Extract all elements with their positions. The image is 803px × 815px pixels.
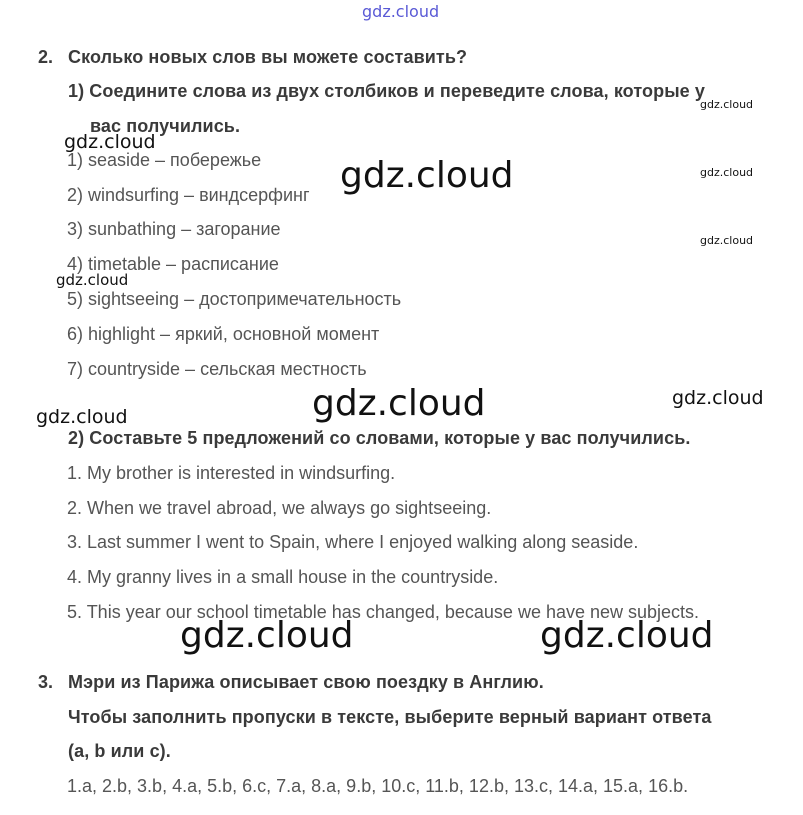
watermark: gdz.cloud xyxy=(700,234,754,247)
part2-item: 4. My granny lives in a small house in the countryside. xyxy=(67,567,499,587)
watermark: gdz.cloud xyxy=(540,615,714,656)
part2-item: 1. My brother is interested in windsurfing. xyxy=(67,463,396,483)
part1-heading-line2: вас получились. xyxy=(90,116,241,136)
watermark: gdz.cloud xyxy=(672,387,764,409)
watermark: gdz.cloud xyxy=(64,131,156,153)
exercise-2-title: Сколько новых слов вы можете составить? xyxy=(68,47,468,67)
watermark: gdz.cloud xyxy=(340,155,514,196)
part2-heading: 2) Составьте 5 предложений со словами, которые у вас получились. xyxy=(68,428,691,448)
part2-item: 2. When we travel abroad, we always go sightseeing. xyxy=(67,498,492,518)
exercise-3-answers: 1.a, 2.b, 3.b, 4.a, 5.b, 6.c, 7.a, 8.a, 9.b, 10.c, 11.b, 12.b, 13.c, 14.a, 15.a, 16.b. xyxy=(67,776,689,796)
part1-item: 1) seaside – побережье xyxy=(67,150,262,170)
exercise-2-number: 2. xyxy=(38,47,54,67)
part1-item: 2) windsurfing – виндсерфинг xyxy=(67,185,310,205)
exercise-3-instruction-line2: (a, b или с). xyxy=(68,741,171,761)
part1-item: 7) countryside – сельская местность xyxy=(67,359,367,379)
watermark: gdz.cloud xyxy=(700,166,754,179)
watermark: gdz.cloud xyxy=(180,615,354,656)
exercise-3-number: 3. xyxy=(38,672,54,692)
part1-item: 4) timetable – расписание xyxy=(67,254,279,274)
watermark: gdz.cloud xyxy=(700,98,754,111)
watermark: gdz.cloud xyxy=(36,406,128,428)
part1-item: 5) sightseeing – достопримечательность xyxy=(67,289,402,309)
exercise-3-instruction-line1: Чтобы заполнить пропуски в тексте, выберите верный вариант ответа xyxy=(68,707,712,727)
part2-item: 5. This year our school timetable has changed, because we have new subjects. xyxy=(67,602,700,622)
part1-heading-line1: 1) Соедините слова из двух столбиков и переведите слова, которые у xyxy=(68,81,705,101)
part2-item: 3. Last summer I went to Spain, where I enjoyed walking along seaside. xyxy=(67,532,639,552)
watermark: gdz.cloud xyxy=(312,383,486,424)
watermark: gdz.cloud xyxy=(56,271,129,289)
watermark-top[interactable]: gdz.cloud xyxy=(362,2,440,21)
exercise-3-title: Мэри из Парижа описывает свою поездку в Англию. xyxy=(68,672,544,692)
part1-item: 3) sunbathing – загорание xyxy=(67,219,281,239)
part1-item: 6) highlight – яркий, основной момент xyxy=(67,324,380,344)
